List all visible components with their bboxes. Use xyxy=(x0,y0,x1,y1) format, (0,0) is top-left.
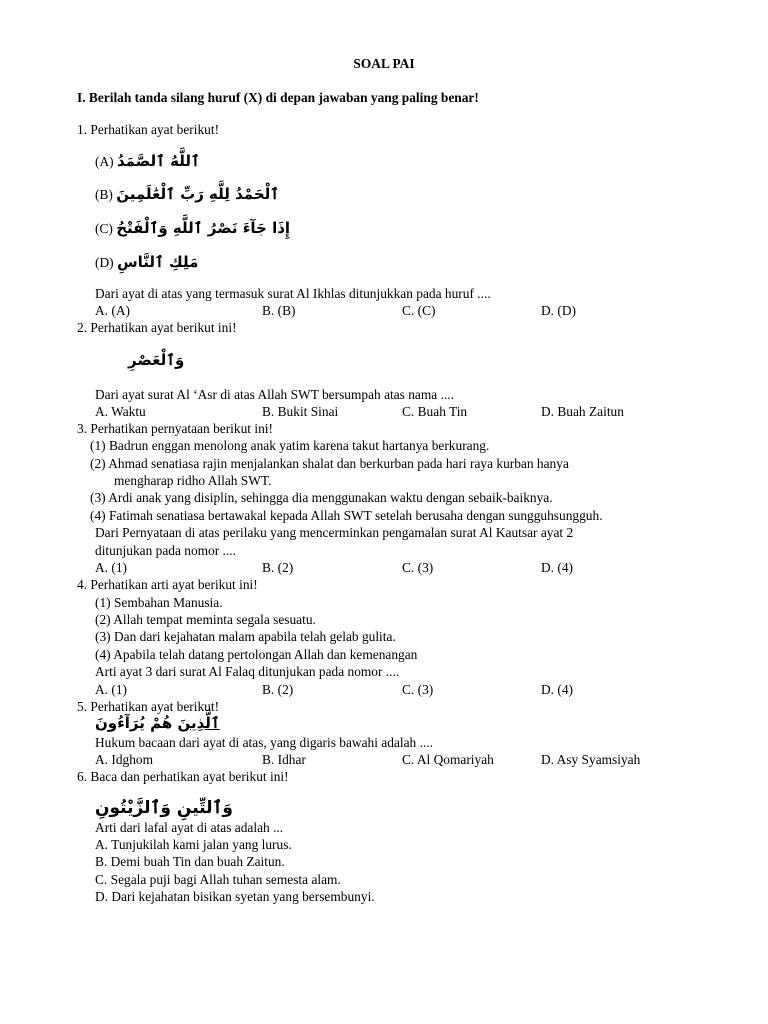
q4-option-c[interactable]: C. (3) xyxy=(402,682,434,697)
q1-item-c-label: (C) xyxy=(95,221,113,236)
q4-option-d[interactable]: D. (4) xyxy=(541,682,573,697)
q4-statement-3: (3) Dan dari kejahatan malam apabila telah gelab gulita. xyxy=(95,629,396,644)
q5-stem: 5. Perhatikan ayat berikut! xyxy=(77,699,220,714)
q6-verse xyxy=(95,800,233,817)
q3-option-a[interactable]: A. (1) xyxy=(95,560,127,575)
q2-option-c[interactable]: C. Buah Tin xyxy=(402,404,468,419)
q2-verse xyxy=(128,352,184,369)
q1-option-a[interactable]: A. (A) xyxy=(95,303,130,318)
q2-arabic: وَٱلْعَصْرِ xyxy=(128,351,185,369)
q5-arabic-underlined: ٱلَّذِينَ xyxy=(177,714,220,732)
q4-statement-1: (1) Sembahan Manusia. xyxy=(95,595,223,610)
q1-item-a-label: (A) xyxy=(95,154,114,169)
q1-item-d-label: (D) xyxy=(95,255,114,270)
q1-item-a-arabic: ٱللَّهُ ٱلصَّمَدُ xyxy=(116,152,200,170)
q3-question-line1: Dari Pernyataan di atas perilaku yang mencerminkan pengamalan surat Al Kautsar ayat 2 xyxy=(95,525,574,540)
q6-option-a[interactable]: A. Tunjukilah kami jalan yang lurus. xyxy=(95,837,292,852)
q5-question: Hukum bacaan dari ayat di atas, yang digaris bawahi adalah .... xyxy=(95,735,433,750)
q1-stem: 1. Perhatikan ayat berikut! xyxy=(77,122,220,137)
q4-option-b[interactable]: B. (2) xyxy=(262,682,294,697)
q6-option-d[interactable]: D. Dari kejahatan bisikan syetan yang bersembunyi. xyxy=(95,889,375,904)
q4-option-a[interactable]: A. (1) xyxy=(95,682,127,697)
q1-option-c[interactable]: C. (C) xyxy=(402,303,436,318)
instruction: I. Berilah tanda silang huruf (X) di depan jawaban yang paling benar! xyxy=(77,90,479,105)
q3-statement-3: (3) Ardi anak yang disiplin, sehingga dia menggunakan waktu dengan sebaik-baiknya. xyxy=(90,490,553,505)
q1-item-c xyxy=(95,220,290,237)
q4-statement-4: (4) Apabila telah datang pertolongan Allah dan kemenangan xyxy=(95,647,418,662)
q3-statement-1: (1) Badrun enggan menolong anak yatim karena takut hartanya berkurang. xyxy=(90,438,490,453)
q5-arabic-rest: هُمْ يُرَآءُونَ xyxy=(95,714,178,732)
q3-option-d[interactable]: D. (4) xyxy=(541,560,573,575)
q1-option-b[interactable]: B. (B) xyxy=(262,303,296,318)
q4-stem: 4. Perhatikan arti ayat berikut ini! xyxy=(77,577,258,592)
q3-statement-4: (4) Fatimah senatiasa bertawakal kepada Allah SWT setelah berusaha dengan sungguhsungguh. xyxy=(90,508,603,523)
q1-item-c-arabic: إِذَا جَآءَ نَصْرُ ٱللَّهِ وَٱلْفَتْحُ xyxy=(116,219,291,237)
q1-item-d xyxy=(95,254,198,271)
q1-item-b-label: (B) xyxy=(95,187,113,202)
q1-item-d-arabic: مَلِكِ ٱلنَّاسِ xyxy=(116,253,199,271)
q3-statement-2-cont: mengharap ridho Allah SWT. xyxy=(114,473,272,488)
q5-option-b[interactable]: B. Idhar xyxy=(262,752,306,767)
q3-stem: 3. Perhatikan pernyataan berikut ini! xyxy=(77,421,273,436)
q6-arabic: وَٱلتِّينِ وَٱلزَّيْتُونِ xyxy=(95,798,233,818)
q3-statement-2: (2) Ahmad senatiasa rajin menjalankan shalat dan berkurban pada hari raya kurban hanya xyxy=(90,456,569,471)
q3-option-c[interactable]: C. (3) xyxy=(402,560,434,575)
q6-option-b[interactable]: B. Demi buah Tin dan buah Zaitun. xyxy=(95,854,285,869)
q4-statement-2: (2) Allah tempat meminta segala sesuatu. xyxy=(95,612,316,627)
q5-verse xyxy=(95,715,220,732)
q5-arabic xyxy=(95,715,220,732)
q3-question-line2: ditunjukan pada nomor .... xyxy=(95,543,236,558)
q1-item-b xyxy=(95,186,279,203)
q1-question: Dari ayat di atas yang termasuk surat Al Ikhlas ditunjukkan pada huruf .... xyxy=(95,286,491,301)
q5-option-c[interactable]: C. Al Qomariyah xyxy=(402,752,494,767)
q5-option-d[interactable]: D. Asy Syamsiyah xyxy=(541,752,641,767)
q2-option-a[interactable]: A. Waktu xyxy=(95,404,146,419)
q1-item-a xyxy=(95,153,200,170)
q3-option-b[interactable]: B. (2) xyxy=(262,560,294,575)
q6-option-c[interactable]: C. Segala puji bagi Allah tuhan semesta alam. xyxy=(95,872,341,887)
q6-question: Arti dari lafal ayat di atas adalah ... xyxy=(95,820,284,835)
q5-option-a[interactable]: A. Idghom xyxy=(95,752,154,767)
q4-question: Arti ayat 3 dari surat Al Falaq ditunjukan pada nomor .... xyxy=(95,664,400,679)
q1-item-b-arabic: ٱلْحَمْدُ لِلَّهِ رَبِّ ٱلْعَٰلَمِينَ xyxy=(116,185,280,203)
q1-option-d[interactable]: D. (D) xyxy=(541,303,576,318)
q2-option-b[interactable]: B. Bukit Sinai xyxy=(262,404,339,419)
q2-stem: 2. Perhatikan ayat berikut ini! xyxy=(77,320,237,335)
page-title: SOAL PAI xyxy=(353,56,415,71)
q6-stem: 6. Baca dan perhatikan ayat berikut ini! xyxy=(77,769,289,784)
q2-question: Dari ayat surat Al ‘Asr di atas Allah SWT bersumpah atas nama .... xyxy=(95,387,454,402)
q2-option-d[interactable]: D. Buah Zaitun xyxy=(541,404,624,419)
